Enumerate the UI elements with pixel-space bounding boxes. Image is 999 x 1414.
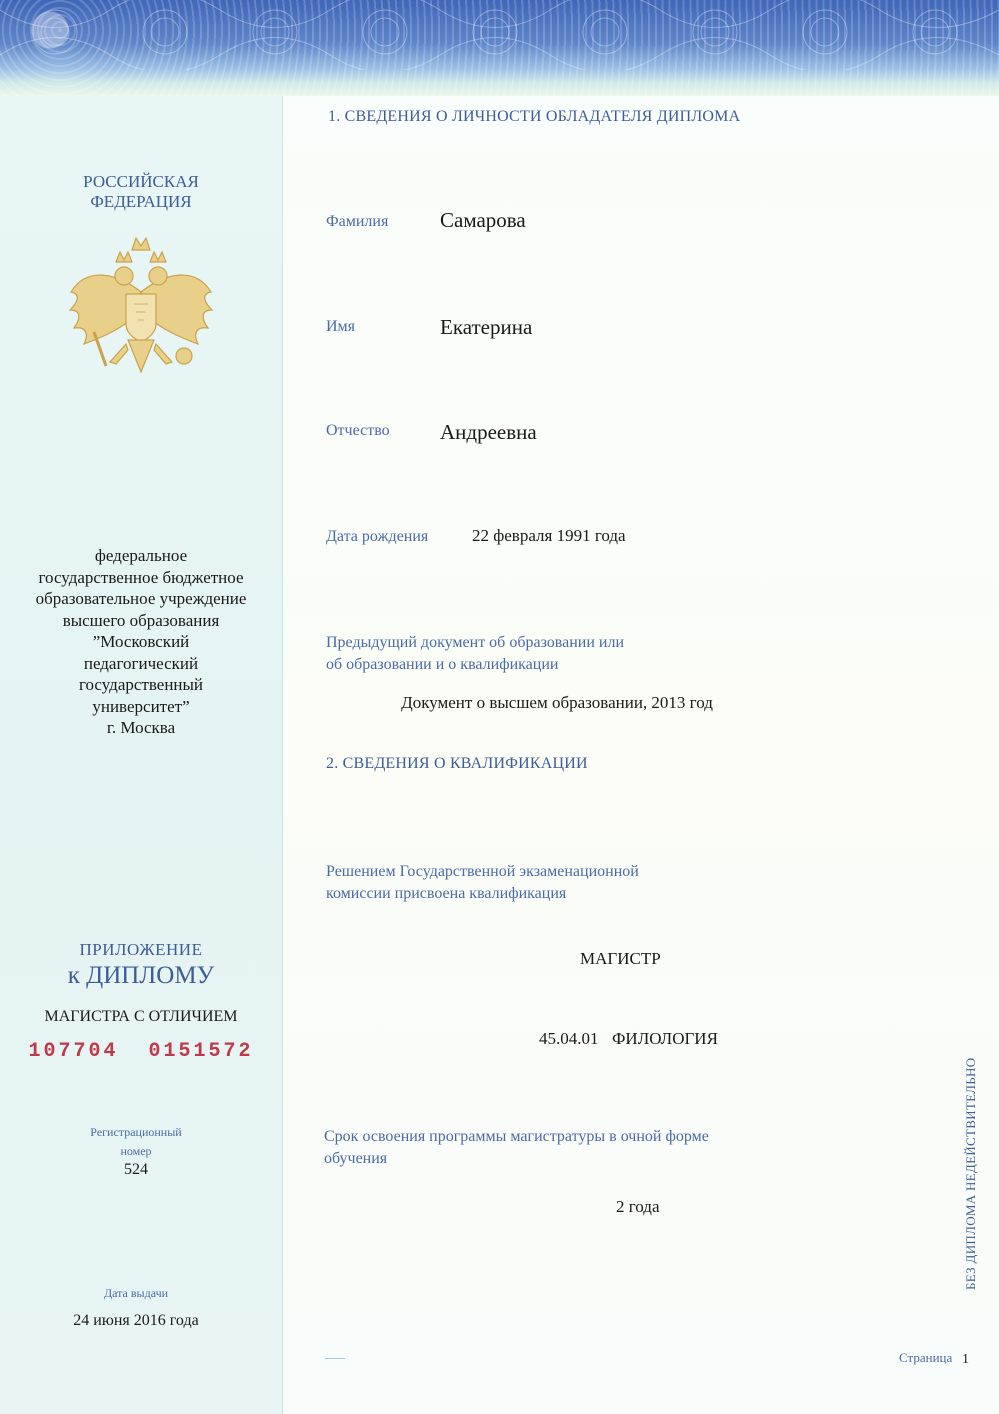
institution-line: ”Московский: [92, 632, 190, 651]
surname-label: Фамилия: [326, 213, 389, 230]
study-duration-label: [324, 1126, 709, 1170]
institution-name: [0, 545, 282, 739]
institution-line: высшего образования: [62, 610, 220, 630]
name-label: Имя: [326, 318, 356, 335]
guilloche-ornament: [0, 0, 999, 70]
specialty-name: ФИЛОЛОГИЯ: [612, 1029, 718, 1048]
patronymic-value: Андреевна: [440, 420, 537, 444]
page-number: 1: [962, 1352, 969, 1367]
institution-line: г. Москва: [106, 718, 176, 737]
diploma-serial-number: 107704 0151572: [28, 1040, 254, 1063]
name-value: Екатерина: [440, 315, 533, 339]
specialty-code: 45.04.01: [539, 1029, 599, 1048]
previous-document-label-line-2: об образовании и о квалификации: [326, 656, 559, 673]
page-label: Страница: [899, 1350, 953, 1365]
qualification-value: МАГИСТР: [580, 949, 661, 968]
degree-title: МАГИСТРА С ОТЛИЧИЕМ: [44, 1008, 238, 1025]
institution-line: педагогический: [83, 653, 199, 673]
previous-document-label-line-1: Предыдущий документ об образовании или: [326, 634, 625, 651]
validity-side-note: БЕЗ ДИПЛОМА НЕДЕЙСТВИТЕЛЬНО: [963, 1057, 978, 1290]
country-name: [0, 172, 282, 212]
birth-date-label: Дата рождения: [326, 528, 429, 545]
birth-date-value: 22 февраля 1991 года: [472, 526, 626, 545]
country-line-1: РОССИЙСКАЯ: [83, 172, 199, 191]
footer-dash: [325, 1358, 345, 1359]
previous-document-label: [326, 632, 624, 676]
issue-date-label: Дата выдачи: [103, 1286, 169, 1300]
surname-value: Самарова: [440, 208, 526, 232]
registration-label-line-2: номер: [120, 1144, 152, 1158]
qualification-decision-label: [326, 861, 639, 905]
institution-line: образовательное учреждение: [35, 589, 247, 608]
decision-line-2: комиссии присвоена квалификация: [326, 885, 567, 902]
previous-document-value: Документ о высшем образовании, 2013 год: [401, 693, 713, 712]
coat-of-arms-emblem: [66, 232, 216, 392]
duration-label-line-1: Срок освоения программы магистратуры в очной форме: [324, 1128, 709, 1145]
country-line-2: ФЕДЕРАЦИЯ: [90, 192, 192, 211]
institution-line: государственный: [78, 675, 204, 694]
decision-line-1: Решением Государственной экзаменационной: [326, 863, 639, 880]
registration-label-line-1: Регистрационный: [90, 1125, 182, 1139]
section-1-heading: 1. СВЕДЕНИЯ О ЛИЧНОСТИ ОБЛАДАТЕЛЯ ДИПЛОМА: [328, 108, 741, 125]
appendix-title-line-1: ПРИЛОЖЕНИЕ: [79, 940, 203, 959]
registration-number: 524: [124, 1161, 148, 1178]
patronymic-label: Отчество: [326, 422, 390, 439]
issue-date: 24 июня 2016 года: [73, 1312, 199, 1329]
duration-label-line-2: обучения: [324, 1150, 388, 1167]
registration-label: [0, 1123, 272, 1161]
institution-line: государственное бюджетное: [38, 567, 244, 587]
institution-line: университет”: [92, 696, 190, 716]
security-banner: [0, 0, 999, 96]
appendix-title-line-2: к ДИПЛОМУ: [67, 962, 215, 989]
section-2-heading: 2. СВЕДЕНИЯ О КВАЛИФИКАЦИИ: [326, 755, 588, 772]
institution-line: федеральное: [94, 546, 188, 565]
study-duration-value: 2 года: [616, 1197, 660, 1216]
